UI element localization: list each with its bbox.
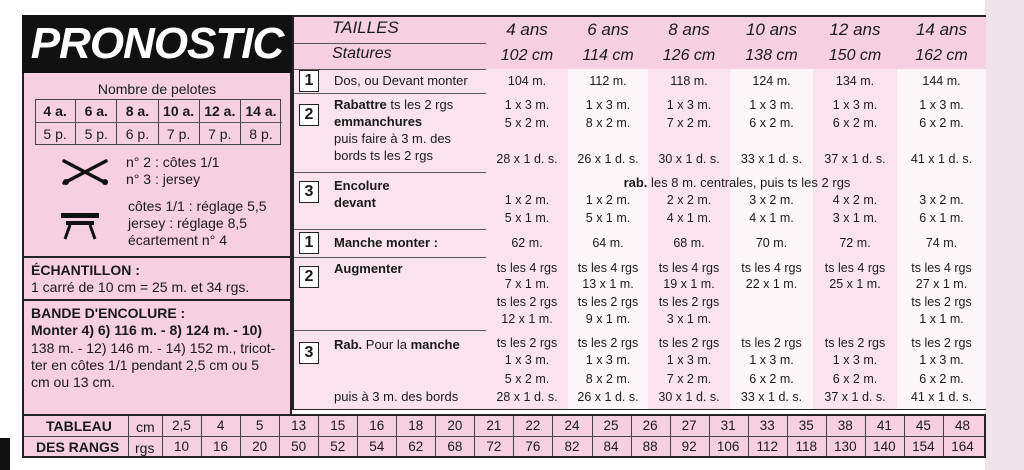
tableau-vline xyxy=(709,416,710,456)
tableau-rgs: 76 xyxy=(525,439,541,454)
tableau-rgs: 112 xyxy=(756,439,778,454)
tableau-vline xyxy=(201,416,202,456)
table-cell: 6 x 2 m. xyxy=(919,372,964,386)
tableau-vline xyxy=(357,416,358,456)
pelote-size: 4 a. xyxy=(35,100,76,122)
table-cell: 3 x 1 m. xyxy=(666,312,712,326)
table-cell: ts les 2 rgs xyxy=(496,336,558,350)
page-title: PRONOSTIC xyxy=(30,19,284,68)
bande-line-4: cm ou 13 cm. xyxy=(31,374,116,390)
table-cell: 1 x 3 m. xyxy=(666,98,712,112)
table-cell: 33 x 1 d. s. xyxy=(740,390,803,404)
tableau-vline xyxy=(474,416,475,456)
table-cell: ts les 2 rgs xyxy=(496,295,558,309)
tableau-vline xyxy=(748,416,749,456)
tableau-rgs: 154 xyxy=(912,439,935,454)
tableau-vline xyxy=(631,416,632,456)
tableau-cm: 21 xyxy=(486,418,502,433)
rabmanche-label: Rab. Pour la manche xyxy=(334,337,460,352)
table-cell: 7 x 1 m. xyxy=(504,277,550,291)
height-header: 138 cm xyxy=(730,43,813,69)
table-cell: 1 x 3 m. xyxy=(832,353,878,367)
pelote-size: 8 a. xyxy=(117,100,158,122)
table-cell: 12 x 1 m. xyxy=(501,312,553,326)
table-cell: 1 x 3 m. xyxy=(749,353,794,367)
table-cell: 134 m. xyxy=(835,74,875,88)
rabmanche-label-2: puis à 3 m. des bords xyxy=(334,389,459,404)
table-cell: 1 x 3 m. xyxy=(666,353,712,367)
tableau-rgs: 140 xyxy=(873,439,896,454)
table-cell: 28 x 1 d. s. xyxy=(496,390,558,404)
table-cell: 28 x 1 d. s. xyxy=(496,152,558,166)
bande-line-1: Monter 4) 6) 116 m. - 8) 124 m. - 10) xyxy=(31,322,263,338)
row-number: 2 xyxy=(299,104,319,126)
tableau-vline xyxy=(128,416,129,456)
table-cell: 8 x 2 m. xyxy=(585,372,631,386)
pronostic-title-box xyxy=(22,15,292,73)
knitting-needles-icon xyxy=(60,158,112,186)
row-number: 3 xyxy=(299,342,319,364)
tableau-cm: 35 xyxy=(798,418,814,433)
table-cell: 1 x 2 m. xyxy=(504,193,550,207)
table-cell: 9 x 1 m. xyxy=(585,312,631,326)
tableau-cm: 4 xyxy=(216,418,225,433)
tableau-cm: 31 xyxy=(720,418,736,433)
table-cell: 112 m. xyxy=(589,74,627,88)
tableau-vline xyxy=(865,416,866,456)
table-cell: 3 x 2 m. xyxy=(919,193,964,207)
tableau-cm: 22 xyxy=(525,418,541,433)
echantillon-title: ÉCHANTILLON : xyxy=(31,262,140,278)
table-cell: ts les 2 rgs xyxy=(741,336,802,350)
tableau-rgs: 88 xyxy=(642,439,658,454)
tableau-rgs: 92 xyxy=(681,439,697,454)
table-cell: 6 x 2 m. xyxy=(749,372,794,386)
table-cell: 5 x 1 m. xyxy=(504,211,550,225)
needles-line-2: n° 3 : jersey xyxy=(126,171,201,187)
table-cell: 144 m. xyxy=(922,74,961,88)
table-cell: 33 x 1 d. s. xyxy=(740,152,803,166)
table-cell: 5 x 2 m. xyxy=(504,372,550,386)
table-cell: 7 x 2 m. xyxy=(666,116,712,130)
tableau-rgs: 84 xyxy=(603,439,619,454)
pelote-count: 6 p. xyxy=(117,123,158,145)
tableau-cm: 13 xyxy=(291,418,307,433)
tableau-rgs: 62 xyxy=(408,439,424,454)
table-cell: 1 x 3 m. xyxy=(749,98,794,112)
table-cell: 3 x 2 m. xyxy=(749,193,794,207)
table-cell: 1 x 1 m. xyxy=(919,312,964,326)
pelote-count: 5 p. xyxy=(76,123,117,145)
table-cell: 72 m. xyxy=(839,236,871,250)
tableau-vline xyxy=(435,416,436,456)
tableau-unit-rgs: rgs xyxy=(135,440,155,456)
tableau-vline xyxy=(787,416,788,456)
tableau-vline xyxy=(826,416,827,456)
statures-header: Statures xyxy=(332,45,392,62)
table-cell: 2 x 2 m. xyxy=(666,193,712,207)
size-header: 10 ans xyxy=(730,17,813,43)
pelotes-sizes-row xyxy=(35,100,281,122)
pelote-size: 10 a. xyxy=(159,100,200,122)
height-header: 102 cm xyxy=(486,43,568,69)
pelotes-counts-row xyxy=(35,123,281,145)
tableau-rgs: 82 xyxy=(564,439,580,454)
machine-line-2: jersey : réglage 8,5 xyxy=(128,215,248,231)
table-cell: 1 x 3 m. xyxy=(585,98,631,112)
machine-line-3: écartement n° 4 xyxy=(128,232,227,248)
tableau-rgs: 50 xyxy=(291,439,307,454)
table-cell: 1 x 3 m. xyxy=(504,353,550,367)
tableau-rgs: 130 xyxy=(834,439,857,454)
table-cell: 118 m. xyxy=(670,74,708,88)
table-cell: 1 x 3 m. xyxy=(919,353,964,367)
pelote-count: 5 p. xyxy=(35,123,76,145)
tableau-cm: 25 xyxy=(603,418,619,433)
encolure-span-text: rab. les 8 m. centrales, puis ts les 2 rgs xyxy=(623,175,851,190)
table-cell: 25 x 1 m. xyxy=(829,277,881,291)
row-number: 1 xyxy=(299,232,319,254)
tableau-rgs: 16 xyxy=(213,439,229,454)
tableau-rgs: 164 xyxy=(951,439,974,454)
table-cell: 62 m. xyxy=(511,236,543,250)
table-cell: 30 x 1 d. s. xyxy=(658,390,720,404)
tableau-rgs: 118 xyxy=(795,439,818,454)
tableau-vline xyxy=(513,416,514,456)
table-cell: 124 m. xyxy=(752,74,791,88)
table-cell: ts les 2 rgs xyxy=(577,295,639,309)
tableau-cm: 26 xyxy=(642,418,658,433)
table-cell: 26 x 1 d. s. xyxy=(577,152,639,166)
tableau-vline xyxy=(943,416,944,456)
tableau-rgs: 10 xyxy=(174,439,190,454)
table-cell: ts les 2 rgs xyxy=(658,295,720,309)
tableau-rgs: 52 xyxy=(330,439,346,454)
table-cell: 4 x 2 m. xyxy=(832,193,878,207)
table-cell: ts les 2 rgs xyxy=(911,295,972,309)
table-cell: 41 x 1 d. s. xyxy=(910,390,973,404)
needles-block xyxy=(22,152,292,192)
table-cell: 37 x 1 d. s. xyxy=(824,152,886,166)
table-cell: ts les 2 rgs xyxy=(911,336,972,350)
table-cell: ts les 4 rgs xyxy=(911,261,972,275)
tableau-rgs: 20 xyxy=(252,439,268,454)
bande-title: BANDE D'ENCOLURE : xyxy=(31,305,186,321)
tableau-unit-cm: cm xyxy=(136,419,155,435)
bande-line-3: ter en côtes 1/1 pendant 2,5 cm ou 5 xyxy=(31,357,260,373)
pelote-size: 6 a. xyxy=(76,100,117,122)
size-header: 6 ans xyxy=(568,17,648,43)
size-header: 4 ans xyxy=(486,17,568,43)
table-cell: 6 x 2 m. xyxy=(832,372,878,386)
pelote-count: 7 p. xyxy=(200,123,241,145)
manche-label: Manche monter : xyxy=(334,235,439,250)
table-cell: ts les 4 rgs xyxy=(496,261,558,275)
tableau-rgs: 54 xyxy=(369,439,385,454)
right-page-edge xyxy=(985,0,1024,470)
table-cell: 1 x 3 m. xyxy=(585,353,631,367)
tableau-cm: 27 xyxy=(681,418,697,433)
size-header: 14 ans xyxy=(897,17,986,43)
table-cell: 27 x 1 m. xyxy=(915,277,968,291)
tailles-header: TAILLES xyxy=(332,18,399,37)
tableau-vline xyxy=(670,416,671,456)
height-header: 126 cm xyxy=(648,43,730,69)
divider xyxy=(22,256,292,258)
table-cell: 26 x 1 d. s. xyxy=(577,390,639,404)
table-cell: ts les 2 rgs xyxy=(824,336,886,350)
encolure-label: Encolure devant xyxy=(334,178,390,210)
tableau-vline xyxy=(592,416,593,456)
tableau-cm: 5 xyxy=(255,418,264,433)
tableau-cm: 24 xyxy=(564,418,580,433)
pelote-count: 7 p. xyxy=(159,123,200,145)
echantillon-text: 1 carré de 10 cm = 25 m. et 34 rgs. xyxy=(31,279,250,295)
tableau-vline xyxy=(279,416,280,456)
table-cell: 37 x 1 d. s. xyxy=(824,390,886,404)
tableau-label-1: TABLEAU xyxy=(46,418,112,434)
height-header: 114 cm xyxy=(568,43,648,69)
tableau-cm: 48 xyxy=(954,418,970,433)
table-cell: 5 x 2 m. xyxy=(504,116,550,130)
table-cell: 1 x 2 m. xyxy=(585,193,631,207)
table-cell: 3 x 1 m. xyxy=(832,211,878,225)
table-cell: 104 m. xyxy=(507,74,547,88)
knitting-machine-icon xyxy=(58,211,102,241)
tableau-vline xyxy=(318,416,319,456)
table-cell: 70 m. xyxy=(755,236,788,250)
tableau-label-2: DES RANGS xyxy=(36,439,120,455)
row-number: 2 xyxy=(299,266,319,288)
tableau-rgs: 72 xyxy=(486,439,502,454)
tableau-cm: 45 xyxy=(915,418,931,433)
table-cell: 5 x 1 m. xyxy=(585,211,631,225)
table-cell: ts les 2 rgs xyxy=(577,336,639,350)
machine-line-1: côtes 1/1 : réglage 5,5 xyxy=(128,198,267,214)
table-cell: ts les 4 rgs xyxy=(658,261,720,275)
tableau-vline xyxy=(240,416,241,456)
table-cell: 8 x 2 m. xyxy=(585,116,631,130)
size-header: 8 ans xyxy=(648,17,730,43)
table-cell: 1 x 3 m. xyxy=(832,98,878,112)
height-header: 162 cm xyxy=(897,43,986,69)
tableau-hline xyxy=(24,436,984,437)
augmenter-label: Augmenter xyxy=(334,261,403,276)
table-cell: ts les 4 rgs xyxy=(741,261,802,275)
table-cell: ts les 4 rgs xyxy=(577,261,639,275)
tableau-vline xyxy=(552,416,553,456)
tableau-cm: 38 xyxy=(837,418,853,433)
tableau-cm: 15 xyxy=(330,418,346,433)
table-cell: 1 x 3 m. xyxy=(504,98,550,112)
machine-block xyxy=(22,193,292,253)
bottom-left-dark-edge xyxy=(0,438,10,470)
table-cell: 4 x 1 m. xyxy=(749,211,794,225)
row-number: 1 xyxy=(299,70,319,92)
needles-line-1: n° 2 : côtes 1/1 xyxy=(126,154,220,170)
tableau-cm: 33 xyxy=(759,418,775,433)
pelotes-heading: Nombre de pelotes xyxy=(97,81,217,97)
table-cell: 4 x 1 m. xyxy=(666,211,712,225)
table-cell: ts les 4 rgs xyxy=(824,261,886,275)
dos-label: Dos, ou Devant monter xyxy=(334,73,468,88)
table-cell: 41 x 1 d. s. xyxy=(910,152,973,166)
rab-label: Rabattre ts les 2 rgs emmanchures puis faire à 3 m. des bords ts les 2 rgs xyxy=(334,97,454,163)
tableau-cm: 2,5 xyxy=(172,418,191,433)
table-cell: ts les 2 rgs xyxy=(658,336,720,350)
table-cell: 30 x 1 d. s. xyxy=(658,152,720,166)
tableau-cm: 41 xyxy=(876,418,892,433)
table-cell: 68 m. xyxy=(673,236,705,250)
table-cell: 6 x 2 m. xyxy=(832,116,878,130)
table-cell: 6 x 2 m. xyxy=(919,116,964,130)
bande-line-2: 138 m. - 12) 146 m. - 14) 152 m., tricot- xyxy=(31,340,276,356)
tableau-rgs: 106 xyxy=(716,439,740,454)
table-cell: 19 x 1 m. xyxy=(663,277,715,291)
table-cell: 1 x 3 m. xyxy=(919,98,964,112)
table-cell: 13 x 1 m. xyxy=(582,277,634,291)
tableau-cm: 18 xyxy=(408,418,424,433)
size-header: 12 ans xyxy=(813,17,897,43)
table-cell: 6 x 2 m. xyxy=(749,116,794,130)
tableau-cm: 20 xyxy=(447,418,463,433)
table-cell: 74 m. xyxy=(925,236,958,250)
table-cell: 22 x 1 m. xyxy=(745,277,798,291)
tableau-vline xyxy=(396,416,397,456)
tableau-vline xyxy=(904,416,905,456)
pelote-size: 12 a. xyxy=(200,100,241,122)
row-number: 3 xyxy=(299,181,319,203)
tableau-rgs: 68 xyxy=(447,439,463,454)
pelote-size: 14 a. xyxy=(245,103,277,119)
tableau-cm: 16 xyxy=(369,418,385,433)
pelote-count: 8 p. xyxy=(249,126,273,142)
table-cell: 7 x 2 m. xyxy=(666,372,712,386)
table-cell: 6 x 1 m. xyxy=(919,211,964,225)
height-header: 150 cm xyxy=(813,43,897,69)
table-cell: 64 m. xyxy=(592,236,624,250)
divider xyxy=(22,299,292,301)
